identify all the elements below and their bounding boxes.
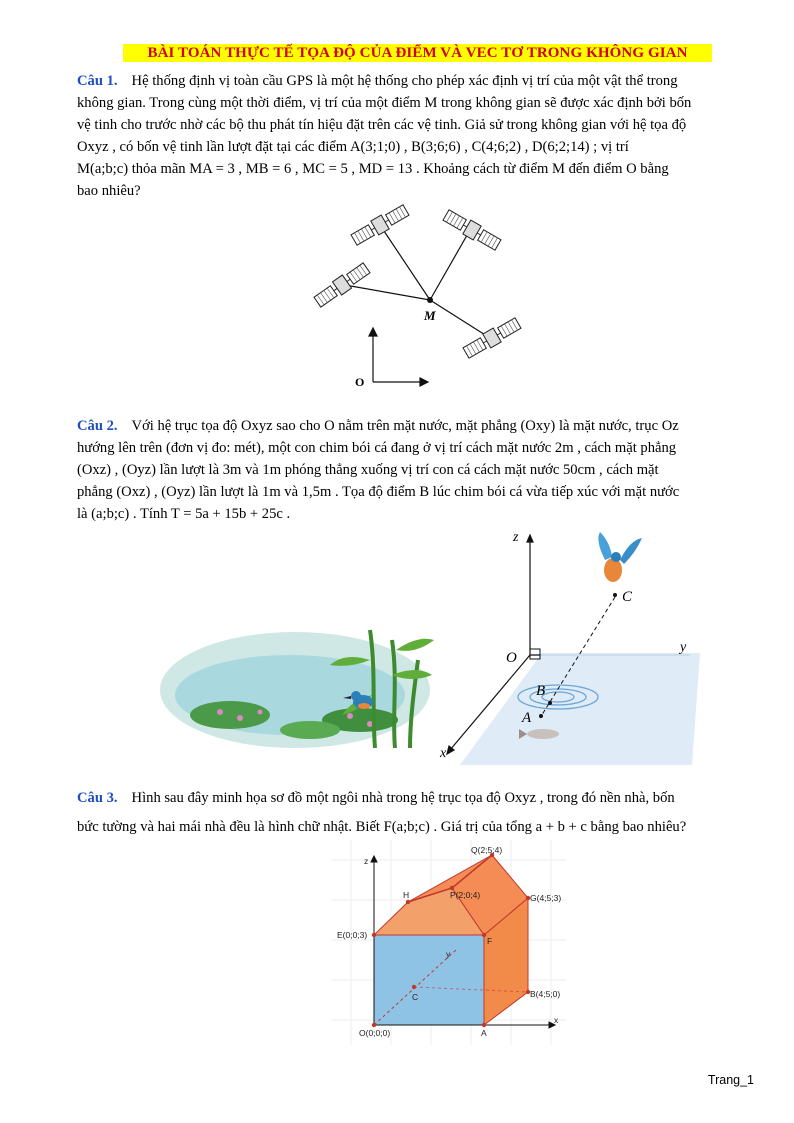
question-1-line: Oxyz , có bốn vệ tinh lần lượt đặt tại các điểm A(3;1;0) , B(3;6;6) , C(4;6;2) , D(6;2;14) ; vị trí <box>77 139 629 155</box>
kingfisher-icon <box>598 532 642 582</box>
question-3-line: bức tường và hai mái nhà đều là hình chữ nhật. Biết F(a;b;c) . Giá trị của tổng a + b + c bằng bao nhiêu? <box>77 819 687 835</box>
question-1-line: Hệ thống định vị toàn cầu GPS là một hệ thống cho phép xác định vị trí của một vật thể trong <box>131 73 678 89</box>
point-c-label: C <box>412 992 419 1002</box>
question-1-label: Câu 1. <box>77 73 118 89</box>
point-c-label: C <box>622 589 633 605</box>
point-a-label: A <box>522 710 532 726</box>
question-3-label: Câu 3. <box>77 790 118 806</box>
question-2-line: hướng lên trên (đơn vị đo: mét), một con chim bói cá đang ở vị trí cách mặt nước 2m , cách mặt phẳng <box>77 440 677 456</box>
question-2-line: (Oxz) , (Oyz) lần lượt là 3m và 1m phóng thẳng xuống vị trí con cá cách mặt nước 50cm , cách mặt <box>77 462 659 478</box>
axis-y-label: y <box>680 640 687 655</box>
point-e-label: E(0;0;3) <box>337 930 368 940</box>
question-1-line: M(a;b;c) thỏa mãn MA = 3 , MB = 6 , MC = 5 , MD = 13 . Khoảng cách từ điểm M đến điểm O bằng <box>77 161 669 177</box>
question-1-line: vệ tinh cho trước nhờ các bộ thu phát tín hiệu đặt trên các vệ tinh. Giả sử trong không gian với hệ tọa độ <box>77 117 687 133</box>
question-1-line: bao nhiêu? <box>77 183 141 199</box>
question-1 <box>77 70 749 202</box>
question-2-label: Câu 2. <box>77 418 118 434</box>
origin-label: O <box>506 650 517 666</box>
point-f-label: F <box>487 936 493 946</box>
question-3 <box>77 784 749 842</box>
point-g-label: G(4;5;3) <box>530 893 562 903</box>
question-2-line: là (a;b;c) . Tính T = 5a + 15b + 25c . <box>77 506 291 522</box>
axis-z-label: z <box>364 856 369 866</box>
point-m-label: M <box>424 308 436 323</box>
page-number: Trang_1 <box>707 1073 754 1087</box>
question-3-line: Hình sau đây minh họa sơ đồ một ngôi nhà trong hệ trục tọa độ Oxyz , trong đó nền nhà, bốn <box>131 790 675 806</box>
pond-illustration <box>160 620 440 750</box>
origin-label: O <box>355 375 365 389</box>
point-h-label: H <box>403 890 410 900</box>
kingfisher-coordinate-figure <box>440 525 730 765</box>
question-2-line: Với hệ trục tọa độ Oxyz sao cho O nằm trên mặt nước, mặt phẳng (Oxy) là mặt nước, trục Oz <box>131 418 679 434</box>
house-coordinate-figure <box>331 840 566 1045</box>
question-1-line: không gian. Trong cùng một thời điểm, vị trí của một điểm M trong không gian sẽ được xác định bởi bốn <box>77 95 692 111</box>
point-a-label: A <box>481 1028 487 1038</box>
gps-satellite-figure <box>300 200 530 390</box>
axis-y-label: y <box>446 949 451 959</box>
point-p-label: P(2;0;4) <box>450 890 481 900</box>
question-2-line: phẳng (Oxz) , (Oyz) lần lượt là 1m và 1,5m . Tọa độ điểm B lúc chim bói cá vừa tiếp xúc với mặt nước <box>77 484 680 500</box>
axis-x-label: x <box>440 746 447 761</box>
page-title: BÀI TOÁN THỰC TẾ TỌA ĐỘ CỦA ĐIỂM VÀ VEC TƠ TRONG KHÔNG GIAN <box>123 44 712 62</box>
axis-x-label: x <box>554 1015 559 1025</box>
point-b-label: B(4;5;0) <box>530 989 561 999</box>
question-2 <box>77 415 749 525</box>
axis-z-label: z <box>513 530 519 545</box>
point-q-label: Q(2;5;4) <box>471 845 503 855</box>
point-b-label: B <box>536 683 546 699</box>
origin-label: O(0;0;0) <box>359 1028 391 1038</box>
